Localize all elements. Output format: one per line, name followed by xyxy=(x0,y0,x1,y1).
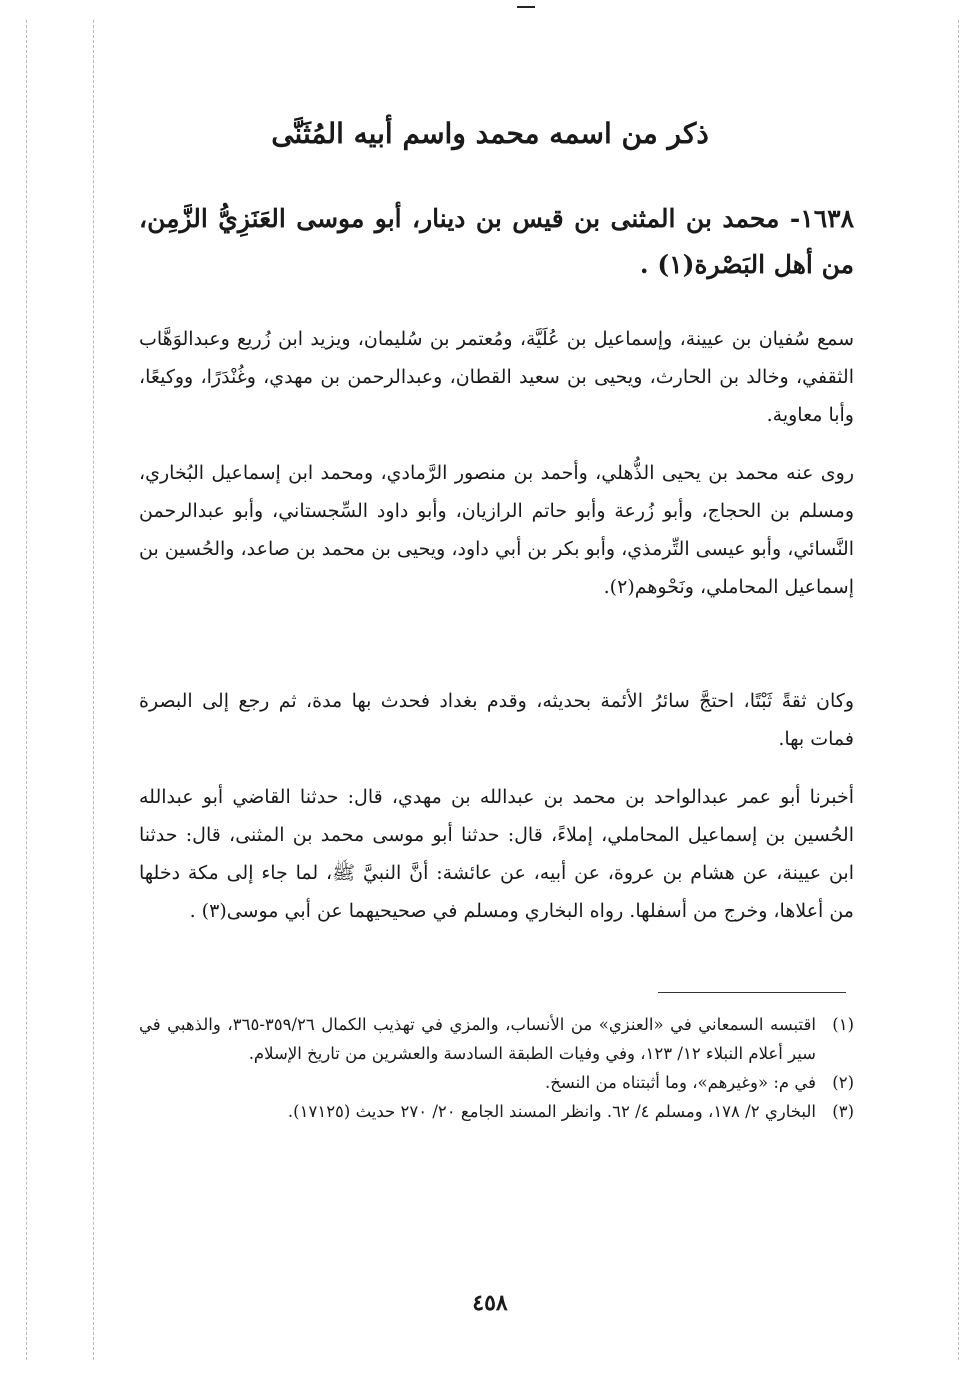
footnote-item xyxy=(139,1068,854,1097)
footnote-text: اقتبسه السمعاني في «العنزي» من الأنساب، والمزي في تهذيب الكمال ٣٥٩/٢٦-٣٦٥، والذهبي في سير أعلام النبلاء ١٢/ ١٢٣، وفي وفيات الطبقة السادسة والعشرين من تاريخ الإسلام. xyxy=(139,1015,816,1063)
chapter-title: ذكر من اسمه محمد واسم أبيه المُثَنَّى xyxy=(271,117,709,150)
footnote-text: البخاري ٢/ ١٧٨، ومسلم ٤/ ٦٢. وانظر المسند الجامع ٢٠/ ٢٧٠ حديث (١٧١٢٥). xyxy=(287,1102,816,1121)
footnote-text: في م: «وغيرهم»، وما أثبتناه من النسخ. xyxy=(545,1073,816,1092)
scan-guide-line xyxy=(93,20,95,1360)
paragraph-reliability: وكان ثقةً ثَبْتًا، احتجَّ سائرُ الأئمة بحديثه، وقدم بغداد فحدث بها مدة، ثم رجع إلى البصرة فمات بها. xyxy=(139,690,854,750)
paragraph-hadith: أخبرنا أبو عمر عبدالواحد بن محمد بن عبدالله بن مهدي، قال: حدثنا القاضي أبو عبدالله الحُسين بن إسماعيل المحاملي، إملاءً، قال: حدثنا أبو موسى محمد بن المثنى، قال: حدثنا ابن عيينة، عن هشام بن عروة، عن أبيه، عن عائشة: أنَّ النبيَّ ﷺ، لما جاء إلى مكة دخلها من أعلاها، وخرج من أسفلها. رواه البخاري ومسلم في صحيحيهما عن أبي موسى(٣) . xyxy=(139,786,854,922)
footnote-number: (١) xyxy=(832,1015,854,1034)
footnote-divider xyxy=(658,992,846,993)
top-mark xyxy=(517,6,535,8)
scan-guide-line xyxy=(958,20,960,1360)
footnote-number: (٢) xyxy=(832,1073,854,1092)
footnote-item xyxy=(139,1097,854,1126)
paragraph-teachers: سمع سُفيان بن عيينة، وإسماعيل بن عُلَيَّة، ومُعتمر بن سُليمان، ويزيد ابن زُريع وعبدالوَهَّاب الثقفي، وخالد بن الحارث، ويحيى بن سعيد القطان، وعبدالرحمن بن مهدي، وغُنْدَرًا، ووكيعًا، وأبا معاوية. xyxy=(139,328,854,426)
footnote-item xyxy=(139,1010,854,1068)
entry-heading: ١٦٣٨- محمد بن المثنى بن قيس بن دينار، أبو موسى العَنَزِيُّ الزَّمِن، من أهل البَصْرة(١) . xyxy=(139,204,854,279)
scan-guide-line xyxy=(26,20,28,1360)
footnotes xyxy=(139,1010,854,1126)
page-number: ٤٥٨ xyxy=(472,1290,508,1316)
paragraph-students: روى عنه محمد بن يحيى الذُّهلي، وأحمد بن منصور الرَّمادي، ومحمد ابن إسماعيل البُخاري، ومسلم بن الحجاج، وأبو زُرعة وأبو حاتم الرازيان، وأبو داود السِّجستاني، وأبو عبدالرحمن النَّسائي، وأبو عيسى التِّرمذي، وأبو بكر بن أبي داود، ويحيى بن محمد بن صاعد، والحُسين بن إسماعيل المحاملي، ونَحْوهم(٢). xyxy=(139,462,854,598)
footnote-number: (٣) xyxy=(832,1102,854,1121)
